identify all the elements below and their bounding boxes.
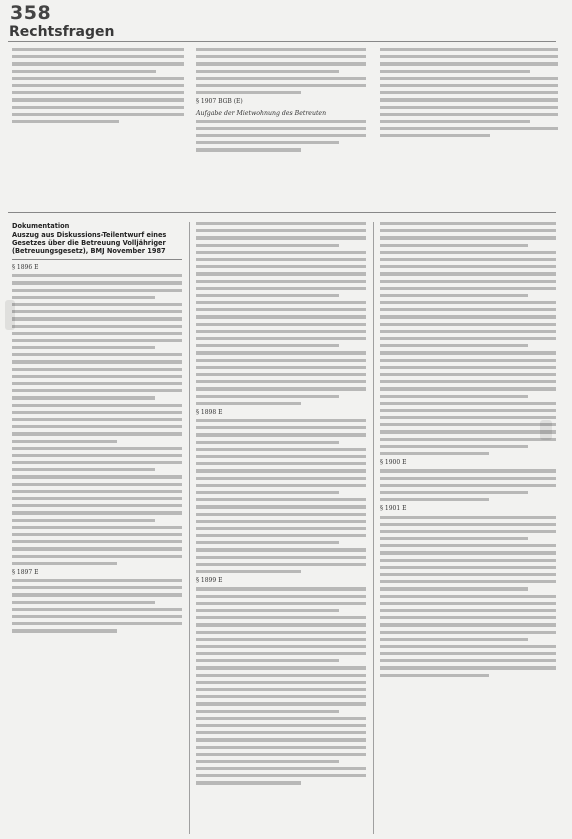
text-line [196, 659, 339, 662]
text-line [196, 710, 339, 713]
text-line [12, 404, 182, 407]
text-line [196, 688, 366, 691]
text-line [196, 351, 366, 354]
top-column-1 [12, 48, 184, 127]
text-line [380, 55, 558, 58]
text-line [380, 580, 556, 583]
text-line [380, 373, 556, 376]
text-line [196, 534, 366, 537]
text-line [196, 767, 366, 770]
text-line [380, 280, 556, 283]
text-line [380, 301, 556, 304]
text-line [196, 251, 366, 254]
text-line [196, 419, 366, 422]
text-line [380, 537, 528, 540]
text-line [196, 380, 366, 383]
text-line [380, 659, 556, 662]
text-line [380, 351, 556, 354]
section-heading: § 1897 E [12, 568, 39, 576]
text-line [196, 731, 366, 734]
text-line [196, 301, 366, 304]
right-column [380, 222, 556, 681]
text-line [12, 339, 182, 342]
text-line [12, 382, 182, 385]
text-line [380, 438, 556, 441]
text-line [380, 609, 556, 612]
text-line [196, 520, 366, 523]
text-line [196, 127, 366, 130]
text-line [196, 330, 366, 333]
text-line [12, 55, 184, 58]
text-line [196, 753, 366, 756]
text-line [196, 287, 366, 290]
text-line [196, 359, 366, 362]
text-line [12, 360, 182, 363]
text-line [380, 516, 556, 519]
text-line [196, 337, 366, 340]
text-line [380, 344, 528, 347]
text-line [12, 497, 182, 500]
text-line [380, 127, 558, 130]
text-line [196, 548, 366, 551]
text-line [12, 310, 182, 313]
text-line [196, 527, 366, 530]
text-line [196, 781, 301, 784]
text-line [12, 579, 182, 582]
text-line [196, 484, 366, 487]
scan-smudge [5, 300, 15, 330]
text-line [380, 359, 556, 362]
text-line [196, 616, 366, 619]
text-line [196, 134, 366, 137]
text-line [196, 141, 339, 144]
text-line [12, 432, 182, 435]
text-line [196, 631, 366, 634]
text-line [12, 440, 117, 443]
text-line [380, 323, 556, 326]
text-line [196, 84, 366, 87]
text-line [196, 426, 366, 429]
text-line [12, 586, 182, 589]
text-line [380, 222, 556, 225]
text-line [12, 113, 184, 116]
text-line [12, 106, 184, 109]
text-line [196, 505, 366, 508]
text-line [12, 346, 155, 349]
text-line [12, 325, 182, 328]
text-line [380, 98, 558, 101]
top-column-3 [380, 48, 558, 141]
text-line [380, 595, 556, 598]
text-line [380, 387, 556, 390]
text-line [196, 587, 366, 590]
text-line [12, 475, 182, 478]
text-line [196, 272, 366, 275]
text-line [380, 616, 556, 619]
text-line [196, 244, 339, 247]
text-line [12, 368, 182, 371]
text-line [12, 533, 182, 536]
text-line [380, 666, 556, 669]
text-line [12, 490, 182, 493]
text-line [12, 317, 182, 320]
section-heading: § 1900 E [380, 459, 407, 467]
text-line [196, 402, 301, 405]
text-line [12, 411, 182, 414]
text-line [196, 448, 366, 451]
text-line [380, 258, 556, 261]
text-line [380, 452, 489, 455]
text-line [380, 48, 558, 51]
text-line [196, 491, 339, 494]
text-line [12, 62, 184, 65]
text-line [12, 296, 155, 299]
text-line [380, 84, 558, 87]
text-line [196, 258, 366, 261]
text-line [196, 498, 366, 501]
text-line [380, 113, 558, 116]
text-line [380, 106, 558, 109]
section-heading: § 1899 E [196, 577, 223, 585]
text-line [196, 236, 366, 239]
text-line [380, 631, 556, 634]
text-line [12, 608, 182, 611]
middle-column [196, 222, 366, 789]
section-heading: § 1898 E [196, 408, 223, 416]
text-line [12, 281, 182, 284]
text-line [380, 623, 556, 626]
text-line [12, 396, 155, 399]
text-line [196, 609, 339, 612]
section-divider [8, 212, 556, 213]
text-line [380, 395, 528, 398]
text-line [12, 454, 182, 457]
text-line [12, 468, 155, 471]
text-line [196, 563, 366, 566]
text-line [380, 409, 556, 412]
text-line [380, 645, 556, 648]
text-line [196, 717, 366, 720]
text-line [12, 332, 182, 335]
text-line [196, 265, 366, 268]
text-line [380, 566, 556, 569]
text-line [196, 695, 366, 698]
text-line [380, 294, 528, 297]
text-line [12, 289, 182, 292]
text-line [196, 623, 366, 626]
text-line [12, 555, 182, 558]
text-line [196, 395, 339, 398]
text-line [12, 547, 182, 550]
text-line [12, 274, 182, 277]
text-line [196, 229, 366, 232]
text-line [380, 251, 556, 254]
documentation-label: Dokumentation [12, 222, 70, 230]
text-line [12, 593, 182, 596]
text-line [380, 120, 530, 123]
text-line [380, 236, 556, 239]
section-subtitle: Aufgabe der Mietwohnung des Betreuten [196, 109, 327, 117]
text-line [380, 77, 558, 80]
text-line [380, 229, 556, 232]
text-line [196, 222, 366, 225]
text-line [380, 469, 556, 472]
text-line [12, 389, 182, 392]
text-line [380, 337, 556, 340]
section-heading: § 1901 E [380, 505, 407, 513]
text-line [196, 674, 366, 677]
text-line [380, 652, 556, 655]
text-line [12, 622, 182, 625]
text-line [380, 380, 556, 383]
text-line [196, 462, 366, 465]
text-line [380, 559, 556, 562]
text-line [380, 484, 556, 487]
text-line [196, 387, 366, 390]
text-line [12, 511, 182, 514]
text-line [380, 602, 556, 605]
text-line [380, 366, 556, 369]
documentation-body [12, 264, 182, 633]
text-line [380, 498, 489, 501]
text-line [196, 70, 339, 73]
text-line [12, 447, 182, 450]
text-line [380, 134, 490, 137]
text-line [196, 294, 339, 297]
text-line [196, 738, 366, 741]
text-line [196, 469, 366, 472]
text-line [380, 244, 528, 247]
column-divider-left [189, 222, 190, 834]
scan-smudge [540, 420, 552, 440]
text-line [196, 366, 366, 369]
text-line [196, 556, 366, 559]
text-line [196, 702, 366, 705]
text-line [380, 62, 558, 65]
text-line [12, 70, 156, 73]
text-line [196, 602, 366, 605]
text-line [380, 287, 556, 290]
text-line [12, 562, 117, 565]
text-line [196, 760, 339, 763]
text-line [196, 724, 366, 727]
text-line [12, 615, 182, 618]
text-line [196, 373, 366, 376]
text-line [380, 544, 556, 547]
text-line [12, 483, 182, 486]
text-line [196, 638, 366, 641]
text-line [12, 91, 184, 94]
text-line [196, 746, 366, 749]
text-line [12, 629, 117, 632]
text-line [380, 308, 556, 311]
text-line [380, 402, 556, 405]
documentation-box [12, 222, 182, 637]
text-line [196, 652, 366, 655]
text-line [196, 513, 366, 516]
text-line [196, 645, 366, 648]
text-line [12, 98, 184, 101]
text-line [380, 416, 556, 419]
text-line [196, 433, 366, 436]
text-line [12, 425, 182, 428]
text-line [380, 551, 556, 554]
text-line [12, 601, 155, 604]
text-line [12, 120, 119, 123]
text-line [12, 540, 182, 543]
text-line [380, 477, 556, 480]
text-line [196, 48, 366, 51]
text-line [196, 570, 301, 573]
text-line [196, 477, 366, 480]
text-line [196, 441, 339, 444]
text-line [196, 666, 366, 669]
text-line [12, 303, 182, 306]
text-line [380, 523, 556, 526]
text-line [196, 77, 366, 80]
text-line [12, 519, 155, 522]
text-line [196, 120, 366, 123]
text-line [196, 541, 339, 544]
text-line [12, 48, 184, 51]
text-line [380, 423, 556, 426]
text-line [12, 84, 184, 87]
text-line [380, 573, 556, 576]
text-line [196, 595, 366, 598]
text-line [196, 148, 301, 151]
text-line [12, 77, 184, 80]
text-line [12, 526, 182, 529]
text-line [196, 455, 366, 458]
text-line [196, 344, 339, 347]
running-head: Rechtsfragen [9, 24, 115, 40]
text-line [196, 62, 366, 65]
text-line [380, 272, 556, 275]
text-line [196, 55, 366, 58]
text-line [380, 330, 556, 333]
text-line [380, 674, 489, 677]
text-line [380, 315, 556, 318]
text-line [12, 375, 182, 378]
page-number: 358 [10, 2, 52, 24]
text-line [12, 461, 182, 464]
text-line [380, 530, 556, 533]
text-line [196, 774, 366, 777]
documentation-title: Auszug aus Diskussions-Teilentwurf eines Gesetzes über die Betreuung Volljähriger (Betreuungsgesetz), BMJ November 1987 [12, 231, 167, 255]
section-heading: § 1907 BGB (E) [196, 98, 243, 106]
text-line [380, 638, 528, 641]
text-line [12, 504, 182, 507]
text-line [196, 323, 366, 326]
text-line [380, 91, 558, 94]
text-line [380, 587, 528, 590]
text-line [380, 445, 528, 448]
text-line [380, 430, 556, 433]
text-line [196, 280, 366, 283]
text-line [12, 418, 182, 421]
top-column-2 [196, 48, 366, 156]
text-line [380, 491, 528, 494]
section-heading: § 1896 E [12, 264, 39, 271]
text-line [380, 70, 530, 73]
text-line [12, 353, 182, 356]
top-rule [8, 41, 556, 42]
text-line [196, 315, 366, 318]
text-line [196, 308, 366, 311]
text-line [380, 265, 556, 268]
text-line [196, 91, 301, 94]
column-divider-right [373, 222, 374, 834]
box-head-rule [12, 259, 182, 260]
text-line [196, 681, 366, 684]
